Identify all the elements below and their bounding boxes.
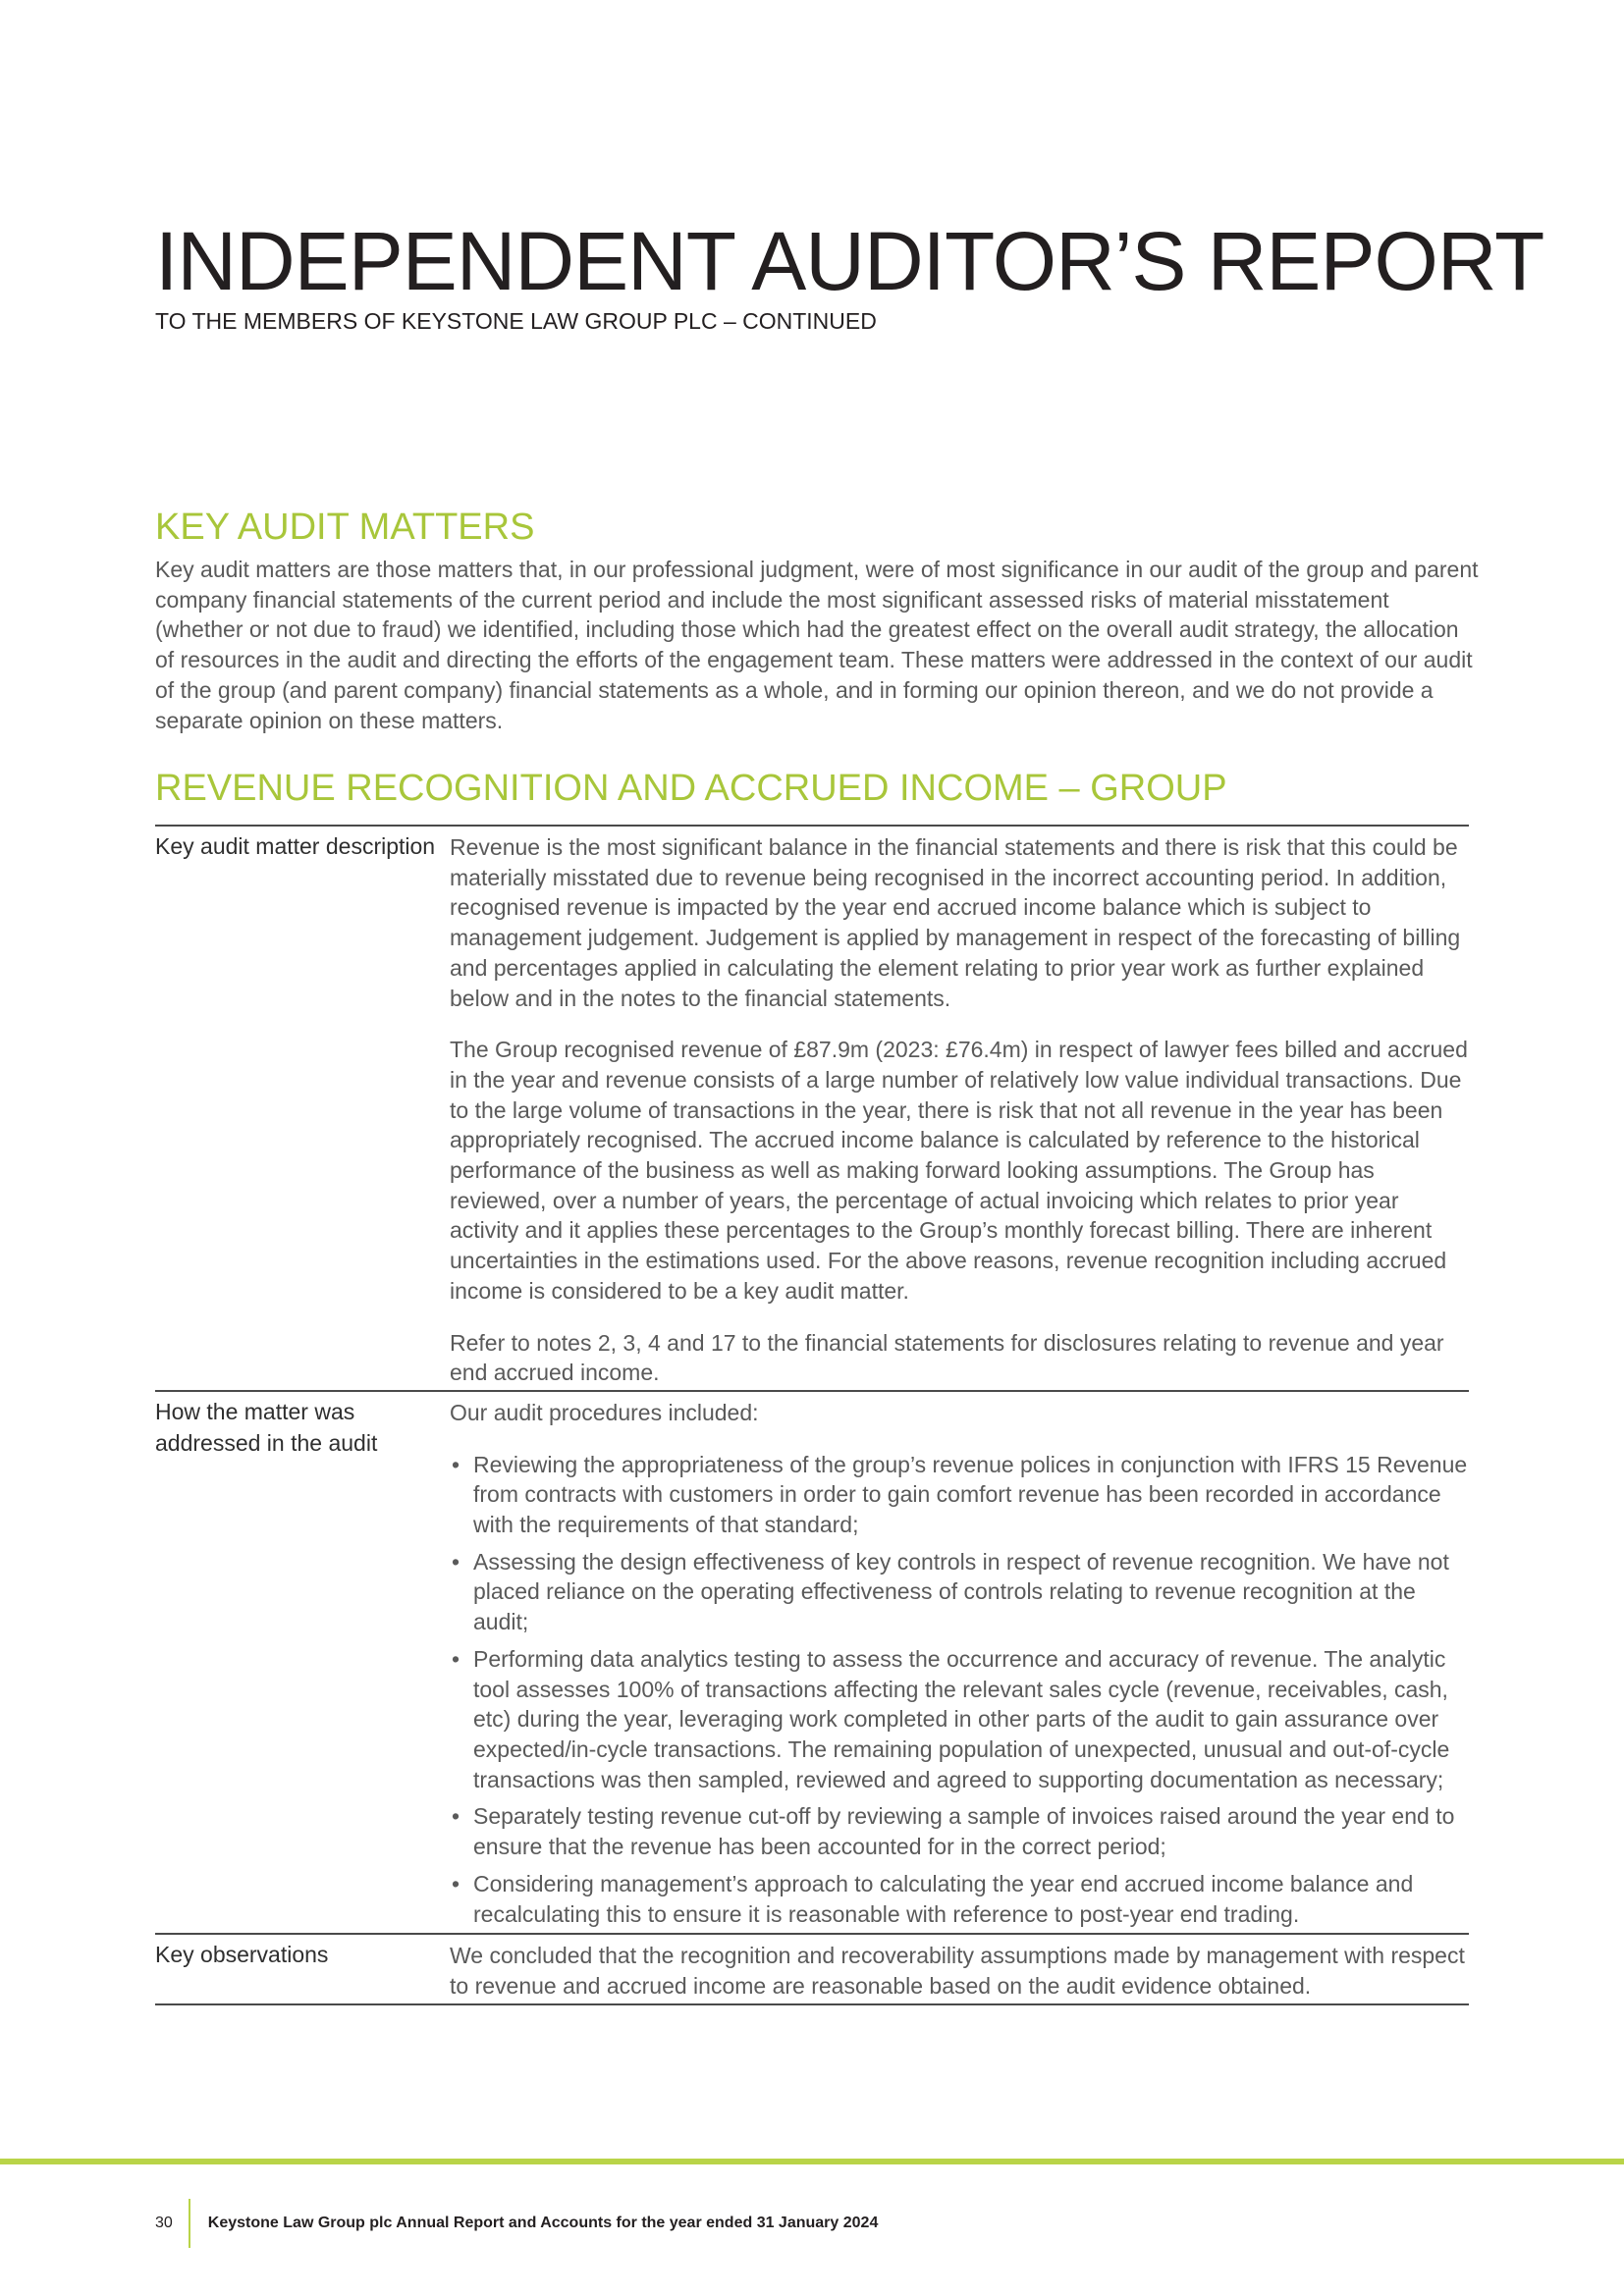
key-audit-matters-intro: Key audit matters are those matters that, in our professional judgment, were of most significance in our audit of the group and parent company financial statements of the current period and include the most significant assessed risks of material misstatement (whether or not due to fraud) we identified, including those which had the greatest effect on the overall audit strategy, the allocation of resources in the audit and directing the efforts of the engagement team. These matters were addressed in the context of our audit of the group (and parent company) financial statements as a whole, and in forming our opinion thereon, and we do not provide a separate opinion on these matters. bbox=[155, 557, 1479, 733]
key-audit-matters-heading: KEY AUDIT MATTERS bbox=[155, 507, 535, 548]
list-item: • Performing data analytics testing to assess the occurrence and accuracy of revenue. The analytic tool assesses 100% of transactions affecting the relevant sales cycle (revenue, receivables, cash, etc) during the year, leveraging work completed in other parts of the audit to gain assurance over expected/in-cycle transactions. The remaining population of unexpected, unusual and out-of-cycle transactions was then sampled, reviewed and agreed to supporting documentation as necessary; bbox=[450, 1644, 1469, 1795]
page-subtitle: TO THE MEMBERS OF KEYSTONE LAW GROUP PLC – CONTINUED bbox=[155, 308, 877, 334]
table-row-audit-response bbox=[155, 1390, 1469, 1933]
list-item: • Reviewing the appropriateness of the group’s revenue polices in conjunction with IFRS 15 Revenue from contracts with customers in order to gain comfort revenue has been recorded in accordance with the requirements of that standard; bbox=[450, 1450, 1469, 1540]
table-row-observations bbox=[155, 1933, 1469, 2002]
key-audit-matter-table bbox=[155, 825, 1469, 2005]
row-content bbox=[450, 827, 1469, 1390]
row-content bbox=[450, 1935, 1469, 2002]
list-item: • Separately testing revenue cut-off by reviewing a sample of invoices raised around the year end to ensure that the revenue has been accounted for in the correct period; bbox=[450, 1801, 1469, 1861]
description-paragraph: Refer to notes 2, 3, 4 and 17 to the financial statements for disclosures relating to revenue and year end accrued income. bbox=[450, 1329, 1444, 1386]
footer-divider bbox=[189, 2199, 190, 2248]
list-item: • Assessing the design effectiveness of key controls in respect of revenue recognition. We have not placed reliance on the operating effectiveness of controls relating to revenue recognition at the audit; bbox=[450, 1547, 1469, 1637]
row-label: Key observations bbox=[155, 1942, 329, 1968]
footer-rule bbox=[0, 2159, 1624, 2164]
page-footer bbox=[155, 2199, 878, 2248]
footer-text: Keystone Law Group plc Annual Report and Accounts for the year ended 31 January 2024 bbox=[207, 2215, 879, 2231]
observations-text: We concluded that the recognition and recoverability assumptions made by management with respect to revenue and accrued income are reasonable based on the audit evidence obtained. bbox=[450, 1943, 1465, 1999]
revenue-section-heading: REVENUE RECOGNITION AND ACCRUED INCOME – GROUP bbox=[155, 768, 1227, 809]
description-paragraph: The Group recognised revenue of £87.9m (2023: £76.4m) in respect of lawyer fees billed and accrued in the year and revenue consists of a large number of relatively low value individual transactions. Due to the large volume of transactions in the year, there is risk that not all revenue in the year has been appropriately recognised. The accrued income balance is calculated by reference to the historical performance of the business as well as making forward looking assumptions. The Group has reviewed, over a number of years, the percentage of actual invoicing which relates to prior year activity and it applies these percentages to the Group’s monthly forecast billing. There are inherent uncertainties in the estimations used. For the above reasons, revenue recognition including accrued income is considered to be a key audit matter. bbox=[450, 1037, 1468, 1304]
procedures-list bbox=[450, 1450, 1469, 1930]
page-number: 30 bbox=[155, 2215, 173, 2231]
row-content bbox=[450, 1392, 1469, 1933]
row-label: How the matter was addressed in the audit bbox=[155, 1398, 378, 1456]
page-title: INDEPENDENT AUDITOR’S REPORT bbox=[155, 215, 1544, 307]
procedures-intro: Our audit procedures included: bbox=[450, 1399, 759, 1425]
description-paragraph: Revenue is the most significant balance in the financial statements and there is risk that this could be materially misstated due to revenue being recognised in the incorrect accounting period. In addition, recognised revenue is impacted by the year end accrued income balance which is subject to management judgement. Judgement is applied by management in respect of the forecasting of billing and percentages applied in calculating the element relating to prior year work as further explained below and in the notes to the financial statements. bbox=[450, 834, 1461, 1011]
row-label: Key audit matter description bbox=[155, 833, 436, 859]
table-row-description bbox=[155, 827, 1469, 1390]
list-item: • Considering management’s approach to calculating the year end accrued income balance and recalculating this to ensure it is reasonable with reference to post-year end trading. bbox=[450, 1869, 1469, 1929]
